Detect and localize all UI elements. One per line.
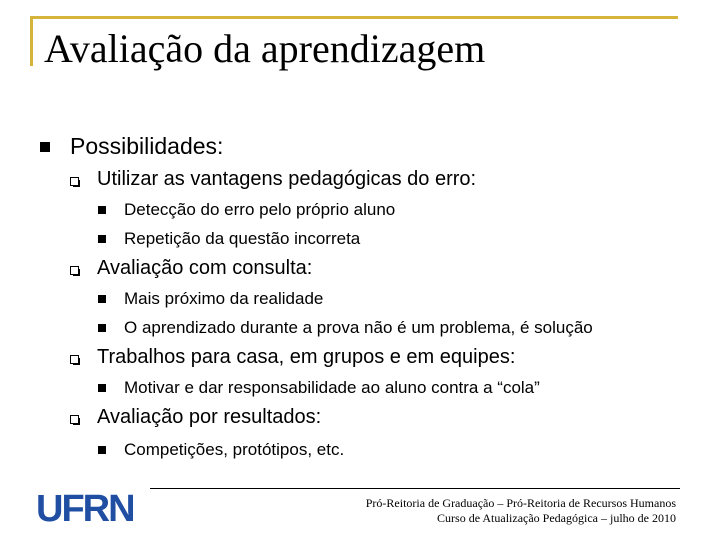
footer-line-2: Curso de Atualização Pedagógica – julho de 2010: [437, 511, 676, 525]
section-label: Trabalhos para casa, em grupos e em equipes:: [97, 346, 516, 368]
square-bullet-icon: [98, 206, 106, 214]
square-bullet-icon: [98, 295, 106, 303]
square-bullet-icon: [40, 142, 50, 152]
hollow-square-bullet-icon: [70, 355, 79, 364]
list-item: O aprendizado durante a prova não é um problema, é solução: [124, 318, 593, 337]
list-item: Mais próximo da realidade: [124, 289, 324, 308]
hollow-square-bullet-icon: [70, 177, 79, 186]
square-bullet-icon: [98, 384, 106, 392]
hollow-square-bullet-icon: [70, 415, 79, 424]
page-title: Avaliação da aprendizagem: [44, 26, 486, 71]
list-item: Competições, protótipos, etc.: [124, 440, 345, 459]
ufrn-logo: UFRN: [36, 488, 134, 530]
heading-possibilidades: Possibilidades:: [70, 133, 224, 159]
square-bullet-icon: [98, 324, 106, 332]
footer-rule: [150, 488, 680, 489]
list-item: Detecção do erro pelo próprio aluno: [124, 200, 396, 219]
square-bullet-icon: [98, 446, 106, 454]
list-item: Repetição da questão incorreta: [124, 229, 361, 248]
section-label: Utilizar as vantagens pedagógicas do erro:: [97, 168, 477, 190]
section-label: Avaliação por resultados:: [97, 406, 322, 428]
square-bullet-icon: [98, 235, 106, 243]
hollow-square-bullet-icon: [70, 266, 79, 275]
list-item: Motivar e dar responsabilidade ao aluno contra a “cola”: [124, 378, 540, 397]
section-label: Avaliação com consulta:: [97, 257, 313, 279]
footer-line-1: Pró-Reitoria de Graduação – Pró-Reitoria de Recursos Humanos: [365, 496, 676, 510]
